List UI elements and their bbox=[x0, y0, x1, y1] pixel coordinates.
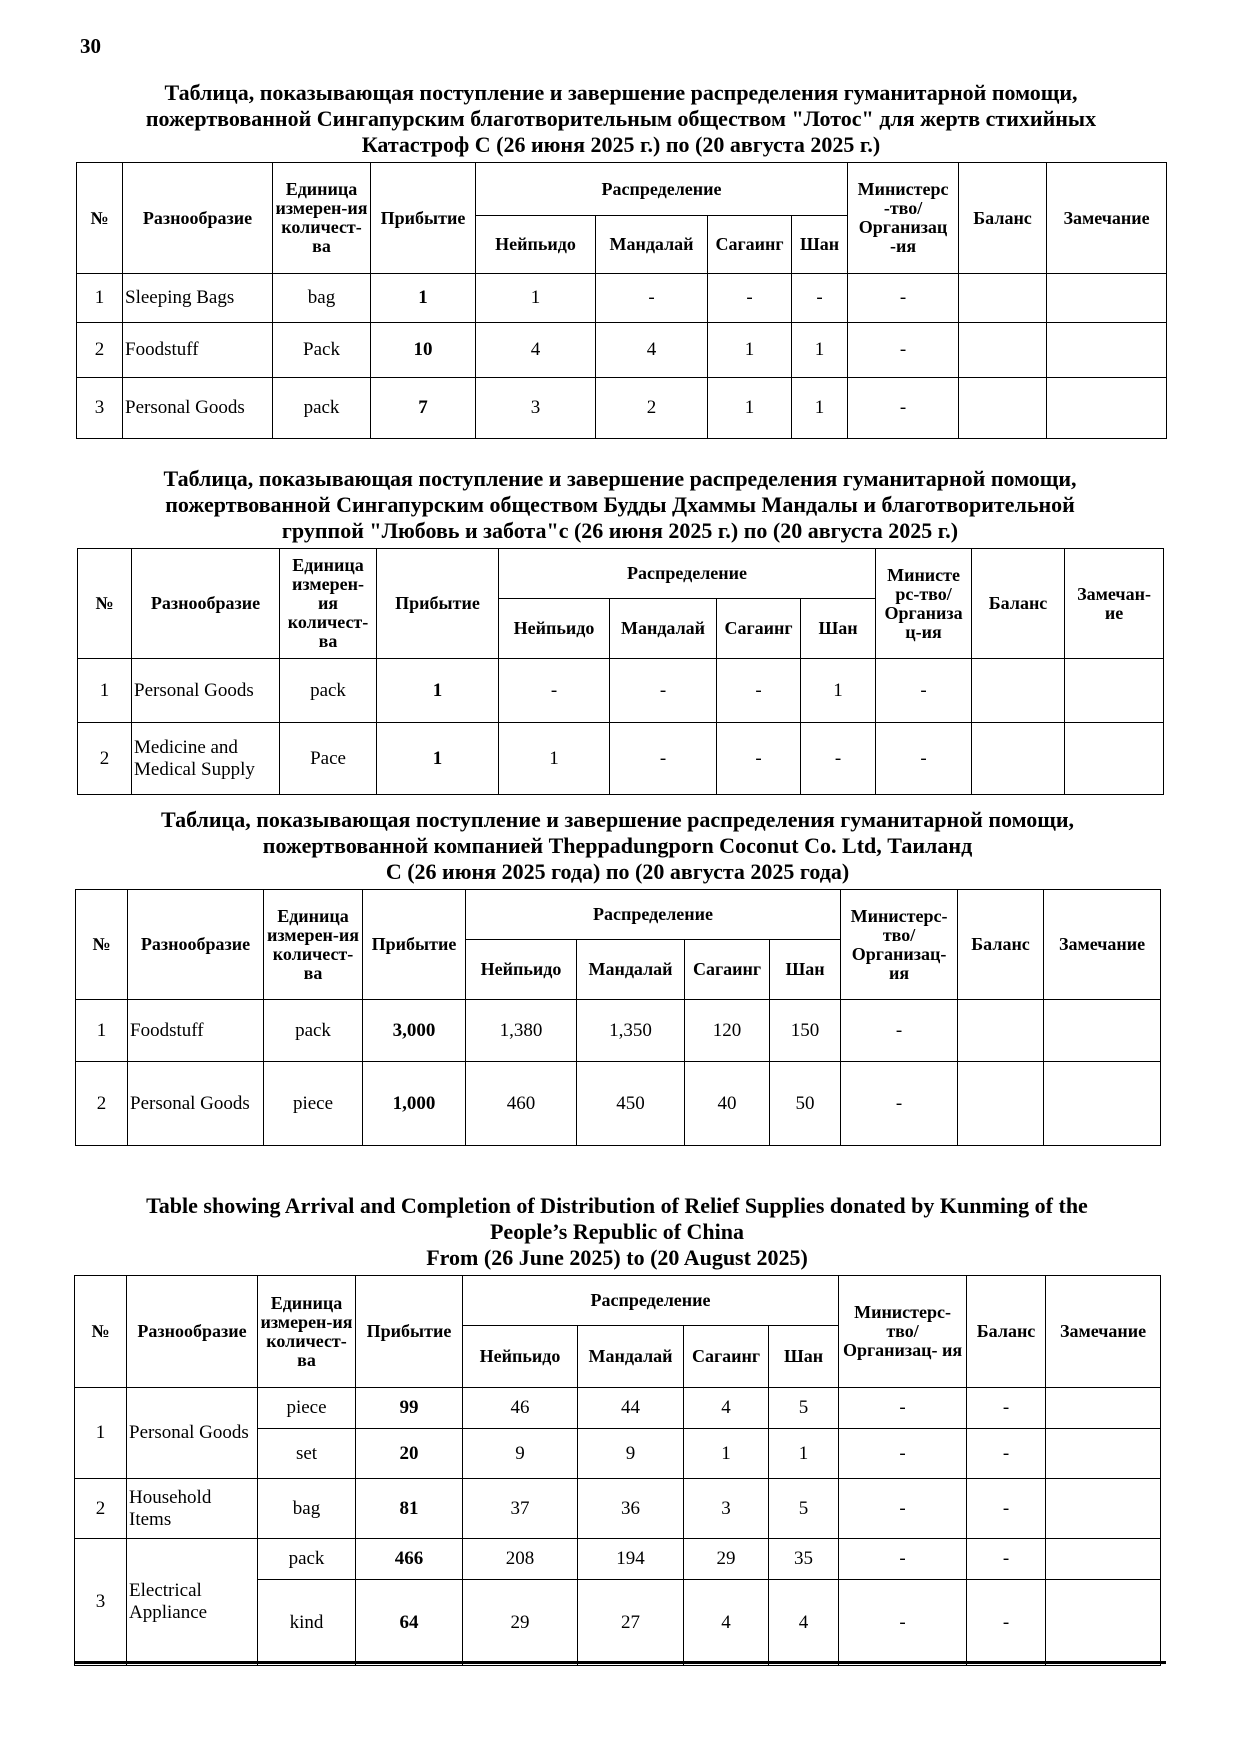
table4-title bbox=[74, 1193, 1160, 1271]
cell-unit: kind bbox=[258, 1580, 356, 1666]
header-ministry: Министе рс-тво/ Организа ц-ия bbox=[876, 549, 972, 659]
header-ministry: Министерс- тво/ Организац- ия bbox=[841, 890, 958, 1000]
cell-naypyidaw: 4 bbox=[476, 323, 596, 378]
table3-title-line: Таблица, показывающая поступление и завершение распределения гуманитарной помощи, bbox=[160, 807, 1075, 832]
cell-naypyidaw: 9 bbox=[463, 1429, 578, 1479]
cell-mandalay: - bbox=[610, 659, 717, 723]
header-ministry: Министерс -тво/ Организац -ия bbox=[848, 163, 959, 274]
header-arrival: Прибытие bbox=[377, 549, 499, 659]
header-mandalay: Мандалай bbox=[578, 1326, 684, 1388]
table-row bbox=[76, 1000, 1161, 1062]
cell-shan: 1 bbox=[801, 659, 876, 723]
header-shan: Шан bbox=[769, 1326, 839, 1388]
header-arrival: Прибытие bbox=[371, 163, 476, 274]
cell-sagaing: 120 bbox=[685, 1000, 770, 1062]
cell-unit: pack bbox=[273, 378, 371, 439]
cell-balance: - bbox=[967, 1388, 1046, 1429]
cell-balance bbox=[959, 323, 1047, 378]
header-balance: Баланс bbox=[959, 163, 1047, 274]
cell-arrival: 20 bbox=[356, 1429, 463, 1479]
cell-naypyidaw: 1 bbox=[499, 723, 610, 795]
cell-ministry: - bbox=[876, 659, 972, 723]
table3-section bbox=[75, 807, 1160, 1146]
cell-sagaing: - bbox=[717, 723, 801, 795]
cell-ministry: - bbox=[839, 1539, 967, 1580]
header-balance: Баланс bbox=[967, 1276, 1046, 1388]
cell-balance bbox=[972, 723, 1065, 795]
cell-unit: Pace bbox=[280, 723, 377, 795]
header-unit: Единица измерен-ия количест-ва bbox=[264, 890, 363, 1000]
table-row bbox=[78, 659, 1164, 723]
cell-mandalay: 1,350 bbox=[577, 1000, 685, 1062]
cell-mandalay: 194 bbox=[578, 1539, 684, 1580]
table1-title bbox=[76, 80, 1166, 158]
cell-balance bbox=[958, 1062, 1044, 1146]
cell-shan: 1 bbox=[792, 378, 848, 439]
cell-unit: set bbox=[258, 1429, 356, 1479]
cell-sagaing: 29 bbox=[684, 1539, 769, 1580]
header-naypyidaw: Нейпьидо bbox=[476, 216, 596, 274]
cell-remark bbox=[1046, 1388, 1161, 1429]
cell-arrival: 3,000 bbox=[363, 1000, 466, 1062]
cell-ministry: - bbox=[841, 1062, 958, 1146]
cell-remark bbox=[1047, 378, 1167, 439]
cell-unit: bag bbox=[273, 274, 371, 323]
cell-unit: pack bbox=[264, 1000, 363, 1062]
cell-remark bbox=[1046, 1429, 1161, 1479]
cell-unit: pack bbox=[258, 1539, 356, 1580]
cell-arrival: 81 bbox=[356, 1479, 463, 1539]
cell-remark bbox=[1044, 1062, 1161, 1146]
cell-variety: Personal Goods bbox=[123, 378, 273, 439]
table-row bbox=[78, 723, 1164, 795]
table3-title-line: пожертвованной компанией Theppadungporn Coconut Co. Ltd, Таиланд bbox=[262, 833, 973, 858]
cell-mandalay: - bbox=[610, 723, 717, 795]
cell-no: 1 bbox=[76, 1000, 128, 1062]
header-distribution: Распределение bbox=[463, 1276, 839, 1326]
header-remark: Замечание bbox=[1044, 890, 1161, 1000]
cell-arrival: 466 bbox=[356, 1539, 463, 1580]
header-balance: Баланс bbox=[958, 890, 1044, 1000]
cell-remark bbox=[1047, 323, 1167, 378]
header-sagaing: Сагаинг bbox=[717, 599, 801, 659]
cell-sagaing: 4 bbox=[684, 1580, 769, 1666]
cell-ministry: - bbox=[839, 1479, 967, 1539]
table-row bbox=[77, 378, 1167, 439]
cell-balance: - bbox=[967, 1539, 1046, 1580]
cell-unit: Pack bbox=[273, 323, 371, 378]
cell-shan: 35 bbox=[769, 1539, 839, 1580]
cell-naypyidaw: 460 bbox=[466, 1062, 577, 1146]
cell-shan: - bbox=[801, 723, 876, 795]
header-no: № bbox=[76, 890, 128, 1000]
cell-arrival: 1 bbox=[371, 274, 476, 323]
cell-arrival: 7 bbox=[371, 378, 476, 439]
cell-variety: Foodstuff bbox=[128, 1000, 264, 1062]
cell-mandalay: 27 bbox=[578, 1580, 684, 1666]
header-mandalay: Мандалай bbox=[610, 599, 717, 659]
table-row bbox=[75, 1479, 1161, 1539]
cell-mandalay: 44 bbox=[578, 1388, 684, 1429]
cell-variety: Personal Goods bbox=[127, 1388, 258, 1479]
header-mandalay: Мандалай bbox=[577, 940, 685, 1000]
cell-balance: - bbox=[967, 1479, 1046, 1539]
cell-no: 3 bbox=[77, 378, 123, 439]
header-no: № bbox=[75, 1276, 127, 1388]
table2-title-line: Таблица, показывающая поступление и завершение распределения гуманитарной помощи, bbox=[163, 466, 1077, 491]
cell-naypyidaw: 46 bbox=[463, 1388, 578, 1429]
cell-variety: Personal Goods bbox=[128, 1062, 264, 1146]
cell-naypyidaw: 29 bbox=[463, 1580, 578, 1666]
cell-variety: Household Items bbox=[127, 1479, 258, 1539]
table4 bbox=[74, 1275, 1161, 1666]
cell-shan: 5 bbox=[769, 1479, 839, 1539]
cell-ministry: - bbox=[876, 723, 972, 795]
cell-ministry: - bbox=[848, 274, 959, 323]
header-remark: Замечан- ие bbox=[1065, 549, 1164, 659]
cell-variety: Foodstuff bbox=[123, 323, 273, 378]
cell-remark bbox=[1065, 659, 1164, 723]
cell-naypyidaw: 1 bbox=[476, 274, 596, 323]
header-distribution: Распределение bbox=[499, 549, 876, 599]
table-row bbox=[76, 1062, 1161, 1146]
header-sagaing: Сагаинг bbox=[708, 216, 792, 274]
cell-ministry: - bbox=[841, 1000, 958, 1062]
table2-title-line: пожертвованной Сингапурским обществом Будды Дхаммы Мандалы и благотворительной bbox=[165, 492, 1075, 517]
table1-title-line: Таблица, показывающая поступление и завершение распределения гуманитарной помощи, bbox=[164, 80, 1078, 105]
table4-title-line: Table showing Arrival and Completion of Distribution of Relief Supplies donated by Kunming of the bbox=[146, 1193, 1088, 1218]
cell-arrival: 1 bbox=[377, 723, 499, 795]
table2 bbox=[77, 548, 1164, 795]
cell-naypyidaw: - bbox=[499, 659, 610, 723]
cell-shan: 4 bbox=[769, 1580, 839, 1666]
cell-variety: Medicine and Medical Supply bbox=[132, 723, 280, 795]
table4-title-line: People’s Republic of China bbox=[489, 1219, 745, 1244]
header-unit: Единица измерен-ия количест-ва bbox=[258, 1276, 356, 1388]
header-shan: Шан bbox=[792, 216, 848, 274]
cell-balance bbox=[958, 1000, 1044, 1062]
cell-ministry: - bbox=[839, 1429, 967, 1479]
header-ministry: Министерс- тво/ Организац- ия bbox=[839, 1276, 967, 1388]
table3 bbox=[75, 889, 1161, 1146]
table2-title-line: группой "Любовь и забота"с (26 июня 2025 г.) по (20 августа 2025 г.) bbox=[281, 518, 959, 543]
table3-title-line: С (26 июня 2025 года) по (20 августа 2025 года) bbox=[385, 859, 850, 884]
cell-arrival: 64 bbox=[356, 1580, 463, 1666]
cell-no: 2 bbox=[77, 323, 123, 378]
cell-sagaing: 3 bbox=[684, 1479, 769, 1539]
table1-title-line: пожертвованной Сингапурским благотворительным обществом "Лотос" для жертв стихийных bbox=[145, 106, 1097, 131]
cell-arrival: 10 bbox=[371, 323, 476, 378]
header-unit: Единица измерен-ия количест-ва bbox=[280, 549, 377, 659]
cell-variety: Electrical Appliance bbox=[127, 1539, 258, 1666]
cell-remark bbox=[1065, 723, 1164, 795]
cell-arrival: 1 bbox=[377, 659, 499, 723]
cell-no: 1 bbox=[75, 1388, 127, 1479]
cell-ministry: - bbox=[839, 1388, 967, 1429]
cell-naypyidaw: 3 bbox=[476, 378, 596, 439]
cell-shan: 1 bbox=[792, 323, 848, 378]
cell-naypyidaw: 208 bbox=[463, 1539, 578, 1580]
cell-remark bbox=[1047, 274, 1167, 323]
cell-sagaing: 40 bbox=[685, 1062, 770, 1146]
table3-title bbox=[75, 807, 1160, 885]
cell-mandalay: 450 bbox=[577, 1062, 685, 1146]
cell-no: 3 bbox=[75, 1539, 127, 1666]
cell-mandalay: 36 bbox=[578, 1479, 684, 1539]
cell-balance bbox=[972, 659, 1065, 723]
cell-no: 1 bbox=[78, 659, 132, 723]
cell-sagaing: 1 bbox=[708, 323, 792, 378]
cell-balance bbox=[959, 274, 1047, 323]
cell-unit: piece bbox=[264, 1062, 363, 1146]
header-naypyidaw: Нейпьидо bbox=[499, 599, 610, 659]
header-no: № bbox=[77, 163, 123, 274]
header-distribution: Распределение bbox=[476, 163, 848, 216]
cell-remark bbox=[1044, 1000, 1161, 1062]
header-distribution: Распределение bbox=[466, 890, 841, 940]
cell-no: 1 bbox=[77, 274, 123, 323]
header-sagaing: Сагаинг bbox=[684, 1326, 769, 1388]
cell-no: 2 bbox=[75, 1479, 127, 1539]
header-shan: Шан bbox=[801, 599, 876, 659]
cell-shan: 150 bbox=[770, 1000, 841, 1062]
header-naypyidaw: Нейпьидо bbox=[466, 940, 577, 1000]
header-no: № bbox=[78, 549, 132, 659]
table-row bbox=[77, 274, 1167, 323]
cell-shan: 1 bbox=[769, 1429, 839, 1479]
cell-sagaing: 1 bbox=[684, 1429, 769, 1479]
table1 bbox=[76, 162, 1167, 439]
cell-arrival: 99 bbox=[356, 1388, 463, 1429]
cell-sagaing: 4 bbox=[684, 1388, 769, 1429]
cell-sagaing: - bbox=[708, 274, 792, 323]
cell-balance bbox=[959, 378, 1047, 439]
header-remark: Замечание bbox=[1046, 1276, 1161, 1388]
cell-naypyidaw: 1,380 bbox=[466, 1000, 577, 1062]
cell-sagaing: - bbox=[717, 659, 801, 723]
cell-arrival: 1,000 bbox=[363, 1062, 466, 1146]
cell-mandalay: 9 bbox=[578, 1429, 684, 1479]
header-variety: Разнообразие bbox=[127, 1276, 258, 1388]
cell-ministry: - bbox=[839, 1580, 967, 1666]
cell-balance: - bbox=[967, 1429, 1046, 1479]
cell-ministry: - bbox=[848, 323, 959, 378]
cell-no: 2 bbox=[78, 723, 132, 795]
cell-unit: pack bbox=[280, 659, 377, 723]
header-unit: Единица измерен-ия количест-ва bbox=[273, 163, 371, 274]
cell-mandalay: - bbox=[596, 274, 708, 323]
table-row bbox=[75, 1388, 1161, 1429]
cell-variety: Sleeping Bags bbox=[123, 274, 273, 323]
cell-ministry: - bbox=[848, 378, 959, 439]
cell-shan: - bbox=[792, 274, 848, 323]
table-row bbox=[75, 1539, 1161, 1580]
table1-title-line: Катастроф С (26 июня 2025 г.) по (20 августа 2025 г.) bbox=[361, 132, 881, 157]
table2-title bbox=[77, 466, 1163, 544]
cell-unit: piece bbox=[258, 1388, 356, 1429]
cell-remark bbox=[1046, 1479, 1161, 1539]
table2-section bbox=[77, 466, 1163, 795]
cell-variety: Personal Goods bbox=[132, 659, 280, 723]
header-variety: Разнообразие bbox=[128, 890, 264, 1000]
header-variety: Разнообразие bbox=[123, 163, 273, 274]
cell-mandalay: 2 bbox=[596, 378, 708, 439]
cell-mandalay: 4 bbox=[596, 323, 708, 378]
bottom-rule bbox=[74, 1661, 1166, 1664]
cell-balance: - bbox=[967, 1580, 1046, 1666]
cell-naypyidaw: 37 bbox=[463, 1479, 578, 1539]
cell-unit: bag bbox=[258, 1479, 356, 1539]
cell-sagaing: 1 bbox=[708, 378, 792, 439]
cell-remark bbox=[1046, 1539, 1161, 1580]
header-remark: Замечание bbox=[1047, 163, 1167, 274]
header-arrival: Прибытие bbox=[356, 1276, 463, 1388]
cell-remark bbox=[1046, 1580, 1161, 1666]
table1-section bbox=[76, 80, 1166, 439]
cell-no: 2 bbox=[76, 1062, 128, 1146]
table4-title-line: From (26 June 2025) to (20 August 2025) bbox=[426, 1245, 808, 1270]
header-variety: Разнообразие bbox=[132, 549, 280, 659]
header-shan: Шан bbox=[770, 940, 841, 1000]
header-sagaing: Сагаинг bbox=[685, 940, 770, 1000]
table-row bbox=[77, 323, 1167, 378]
header-arrival: Прибытие bbox=[363, 890, 466, 1000]
header-naypyidaw: Нейпьидо bbox=[463, 1326, 578, 1388]
header-balance: Баланс bbox=[972, 549, 1065, 659]
table4-section bbox=[74, 1193, 1160, 1666]
header-mandalay: Мандалай bbox=[596, 216, 708, 274]
cell-shan: 50 bbox=[770, 1062, 841, 1146]
page-number: 30 bbox=[80, 34, 101, 58]
cell-shan: 5 bbox=[769, 1388, 839, 1429]
